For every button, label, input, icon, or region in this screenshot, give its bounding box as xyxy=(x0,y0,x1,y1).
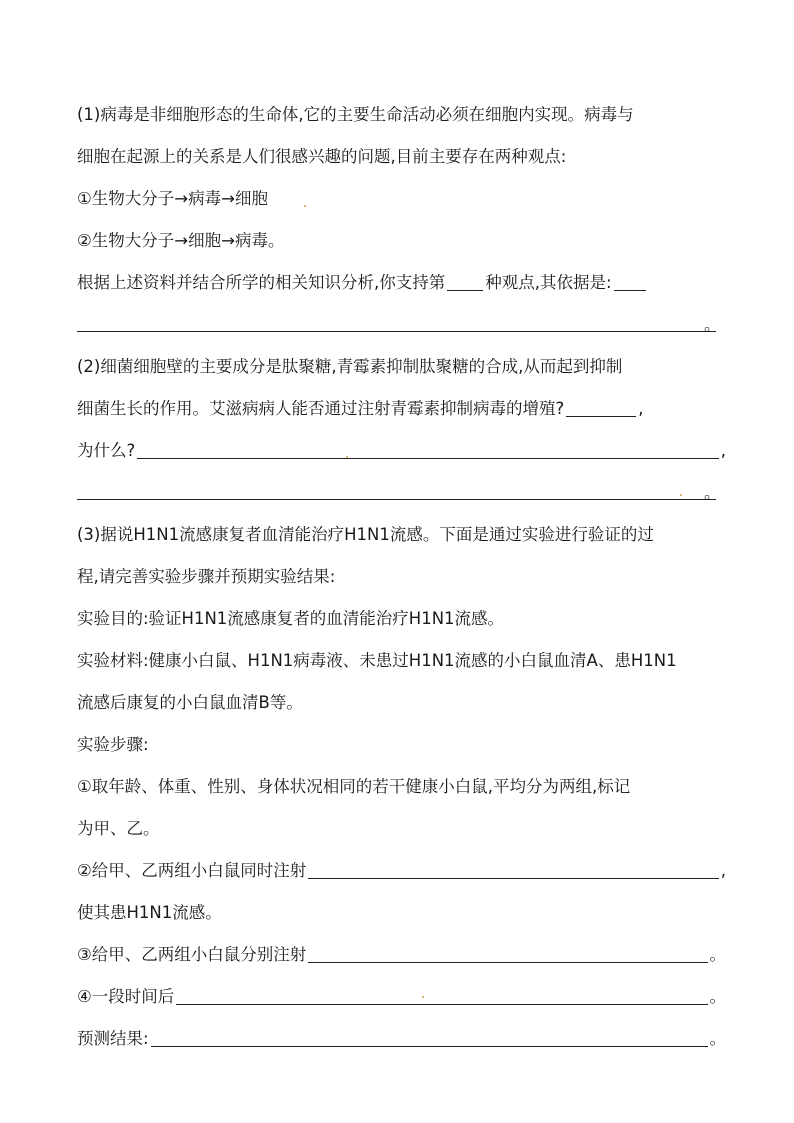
q3-step-4-end: 。 xyxy=(709,987,726,1006)
q3-materials-2 xyxy=(77,692,726,714)
q3-purpose-text: 实验目的:验证H1N1流感康复者的血清能治疗H1N1流感。 xyxy=(77,609,505,628)
q2-comma-1: , xyxy=(638,399,644,418)
q3-line-2 xyxy=(77,566,726,588)
q2-why-label: 为什么? xyxy=(77,441,136,460)
q3-step-3 xyxy=(77,944,726,966)
q3-step-4-text: ④一段时间后 xyxy=(77,987,175,1006)
scan-mark xyxy=(304,205,306,207)
q3-result xyxy=(77,1028,726,1050)
scan-mark xyxy=(346,456,348,458)
q1-text-2: 细胞在起源上的关系是人们很感兴趣的问题,目前主要存在两种观点: xyxy=(77,147,567,166)
q3-step-1b xyxy=(77,818,726,840)
q3-step-2-text: ②给甲、乙两组小白鼠同时注射 xyxy=(77,861,307,880)
q2-answer-blank[interactable] xyxy=(566,401,636,417)
scan-mark xyxy=(680,494,682,496)
scan-mark xyxy=(422,996,424,998)
q2-line-1 xyxy=(77,356,726,378)
q1-line-2 xyxy=(77,146,726,168)
q3-text-2: 程,请完善实验步骤并预期实验结果: xyxy=(77,567,336,586)
q3-step-3-text: ③给甲、乙两组小白鼠分别注射 xyxy=(77,945,307,964)
q2-why-blank-line-2[interactable] xyxy=(77,498,716,500)
q3-steps-title xyxy=(77,734,726,756)
q1-text-5b: 种观点,其依据是: xyxy=(485,273,612,292)
q1-reason-blank-line[interactable] xyxy=(77,330,716,332)
q3-steps-title-text: 实验步骤: xyxy=(77,735,149,754)
q3-result-label: 预测结果: xyxy=(77,1029,149,1048)
q3-text-1: (3)据说H1N1流感康复者血清能治疗H1N1流感。下面是通过实验进行验证的过 xyxy=(77,525,654,544)
q3-step-2-comma: , xyxy=(720,861,726,880)
q3-materials-text-1: 实验材料:健康小白鼠、H1N1病毒液、未患过H1N1流感的小白鼠血清A、患H1N1 xyxy=(77,651,677,670)
q2-line-2 xyxy=(77,398,726,420)
q3-step-3-end: 。 xyxy=(709,945,726,964)
q3-step-2b xyxy=(77,902,726,924)
q3-step-4-blank[interactable] xyxy=(176,989,707,1005)
q3-materials-1 xyxy=(77,650,726,672)
q2-why-blank[interactable] xyxy=(137,443,718,459)
q1-end-period: 。 xyxy=(704,315,721,334)
q2-end-period: 。 xyxy=(704,483,721,502)
q3-step-1b-text: 为甲、乙。 xyxy=(77,819,160,838)
q1-text-1: (1)病毒是非细胞形态的生命体,它的主要生命活动必须在细胞内实现。病毒与 xyxy=(77,105,634,124)
q2-text-1: (2)细菌细胞壁的主要成分是肽聚糖,青霉素抑制肽聚糖的合成,从而起到抑制 xyxy=(77,357,623,376)
q2-comma-2: , xyxy=(720,441,726,460)
q3-step-2-blank[interactable] xyxy=(308,863,718,879)
q1-line-1 xyxy=(77,104,726,126)
q3-step-1a-text: ①取年龄、体重、性别、身体状况相同的若干健康小白鼠,平均分为两组,标记 xyxy=(77,777,631,796)
q3-result-blank[interactable] xyxy=(151,1031,708,1047)
q1-reason-blank-start[interactable] xyxy=(614,275,646,291)
q1-line-5 xyxy=(77,272,726,294)
q3-purpose xyxy=(77,608,726,630)
q3-materials-text-2: 流感后康复的小白鼠血清B等。 xyxy=(77,693,303,712)
q3-step-1a xyxy=(77,776,726,798)
q3-result-end: 。 xyxy=(709,1029,726,1048)
q1-view-number-blank[interactable] xyxy=(447,275,483,291)
q3-step-4 xyxy=(77,986,726,1008)
q3-line-1 xyxy=(77,524,726,546)
q2-line-3 xyxy=(77,440,726,462)
q3-step-2b-text: 使其患H1N1流感。 xyxy=(77,903,222,922)
q3-step-2 xyxy=(77,860,726,882)
q1-view-2 xyxy=(77,230,726,252)
q3-step-3-blank[interactable] xyxy=(308,947,707,963)
q1-text-5a: 根据上述资料并结合所学的相关知识分析,你支持第 xyxy=(77,273,446,292)
q2-text-2: 细菌生长的作用。艾滋病病人能否通过注射青霉素抑制病毒的增殖? xyxy=(77,399,565,418)
q1-view-1 xyxy=(77,188,726,210)
q1-view-1-text: ①生物大分子→病毒→细胞 xyxy=(77,189,268,208)
q1-view-2-text: ②生物大分子→细胞→病毒。 xyxy=(77,231,285,250)
